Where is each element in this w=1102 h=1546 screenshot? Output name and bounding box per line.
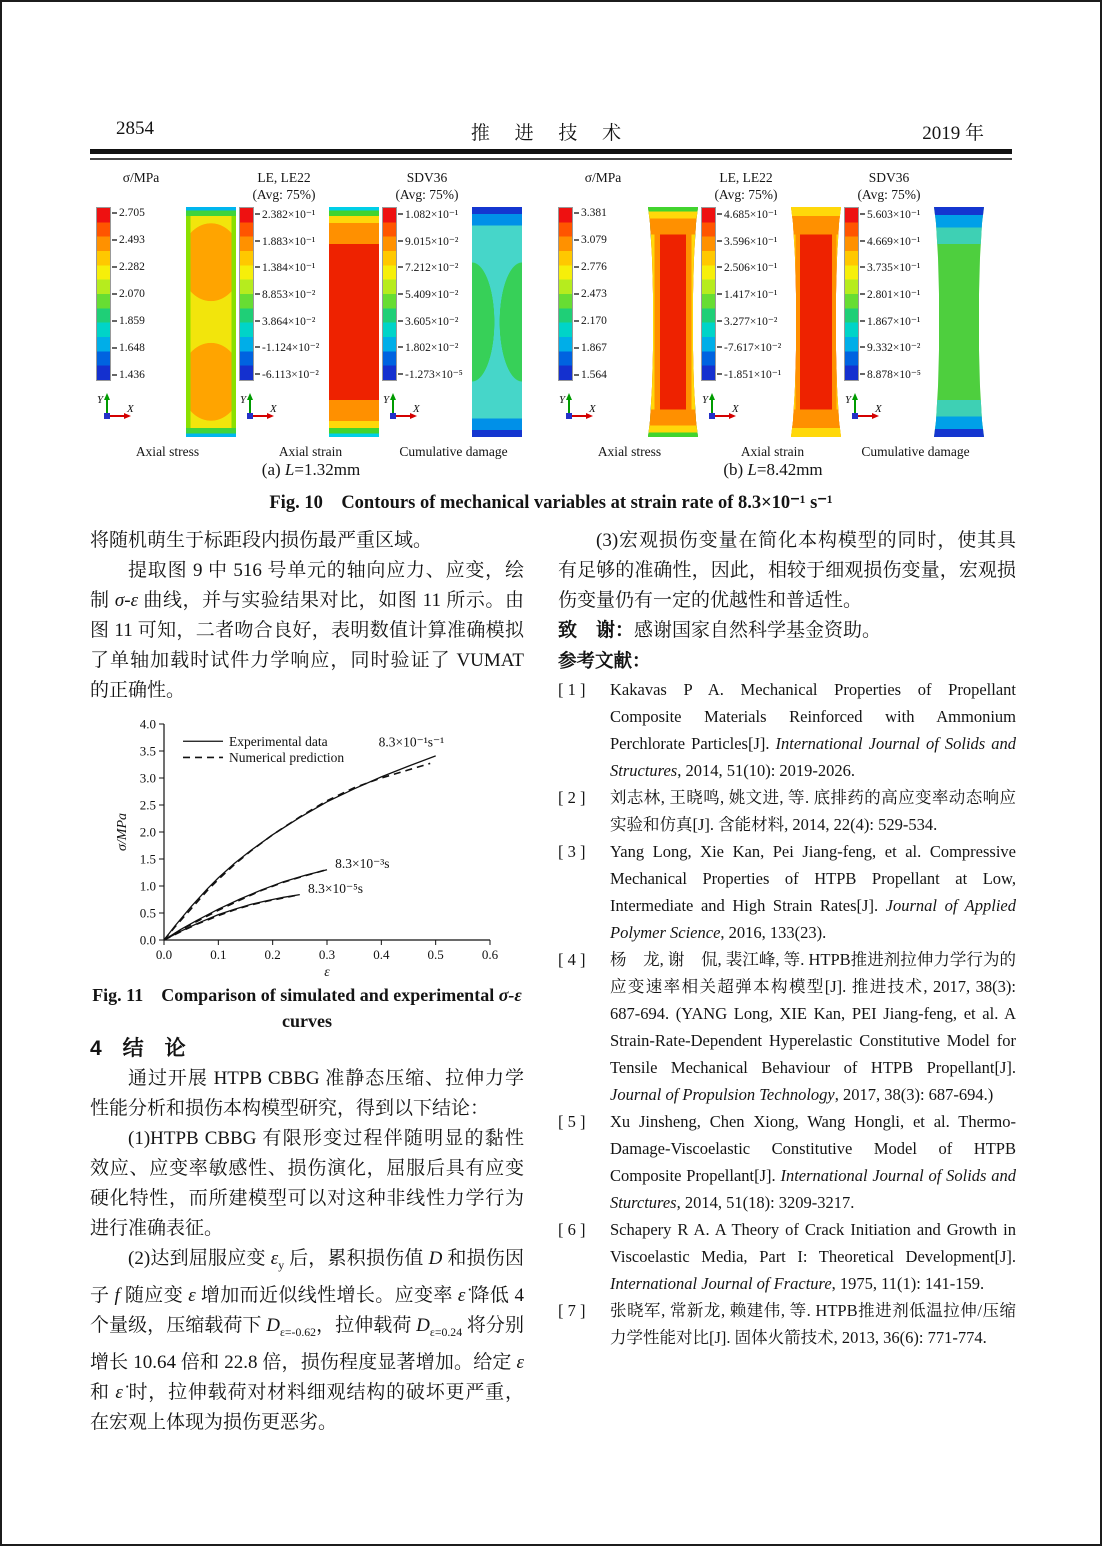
legend-tick — [112, 212, 117, 214]
contour-specimen — [329, 207, 379, 437]
axis-x-label: X — [270, 403, 277, 415]
axis-x-label: X — [127, 403, 134, 415]
legend-value-label: 1.384×10⁻¹ — [262, 262, 316, 275]
fig10-subcaption-b: (b) L=8.42mm — [723, 460, 823, 479]
reference-item — [558, 946, 1016, 1108]
header-year: 2019 年 — [922, 123, 984, 144]
legend-tick — [574, 347, 579, 349]
reference-item — [558, 1297, 1016, 1351]
legend-tick — [398, 373, 403, 375]
y-tick-label: 2.0 — [139, 824, 156, 840]
legend-tick — [717, 293, 722, 295]
reference-text: Schapery R A. A Theory of Crack Initiation and Growth in Viscoelastic Media, Part I: Theoretical Development[J]. International Journal of Fracture, 1975, 11(1): 141-159. — [610, 1220, 1016, 1293]
legend-tick — [112, 374, 117, 376]
legend-tick — [398, 213, 403, 215]
fig11-stress-strain-chart — [112, 712, 512, 980]
legend-value-row — [574, 261, 607, 273]
legend-tick — [398, 240, 403, 242]
conclusion-3: (3)宏观损伤变量在简化本构模型的同时，使其具有足够的准确性，因此，相较于细观损伤变量，宏观损伤变量仍有一定的优越性和普适性。 — [558, 530, 1016, 611]
contour-specimen — [648, 207, 698, 437]
legend-value-label: -7.617×10⁻² — [724, 342, 782, 355]
legend-value-row — [860, 340, 921, 354]
legend-values — [860, 207, 921, 381]
reference-item — [558, 838, 1016, 946]
legend-value-label: -1.851×10⁻¹ — [724, 368, 782, 381]
legend-tick — [574, 212, 579, 214]
contour-panel-row — [558, 170, 701, 437]
legend-values — [398, 207, 463, 381]
legend-value-label: 1.883×10⁻¹ — [262, 235, 316, 248]
legend-value-row — [860, 234, 921, 248]
experimental-curve — [164, 756, 436, 940]
axis-y-label: Y — [97, 394, 104, 406]
header-rule-thick — [90, 149, 1012, 154]
legend-tick — [717, 373, 722, 375]
coordinate-axes-icon — [701, 390, 743, 424]
reference-number: [ 6 ] — [558, 1220, 586, 1239]
legend-value-row — [574, 315, 607, 327]
contour-specimen — [472, 207, 522, 437]
legend-label: Experimental data — [229, 733, 328, 749]
legend-tick — [255, 266, 260, 268]
contour-panel-row — [96, 170, 239, 437]
contour-panel-row — [844, 170, 987, 437]
panel-label: Axial strain — [740, 444, 805, 459]
legend-value-row — [112, 234, 145, 246]
legend-tick — [255, 346, 260, 348]
reference-list — [558, 676, 1016, 1351]
contour-panel — [844, 170, 987, 460]
legend-value-label: 1.648 — [119, 342, 145, 354]
legend-value-row — [717, 207, 781, 221]
y-tick-label: 3.0 — [139, 770, 156, 786]
legend-value-row — [398, 287, 463, 301]
legend-tick — [717, 213, 722, 215]
coordinate-axes-icon — [96, 390, 138, 424]
x-tick-label: 0.3 — [318, 947, 336, 962]
fig11-caption-line2: curves — [282, 1011, 332, 1031]
legend-value-label: 9.015×10⁻² — [405, 235, 459, 248]
legend-value-label: 9.332×10⁻² — [867, 342, 921, 355]
legend-value-row — [112, 342, 145, 354]
legend-value-row — [398, 207, 463, 221]
legend-tick — [574, 374, 579, 376]
contour-panel — [96, 170, 239, 460]
legend-tick — [112, 239, 117, 241]
legend-tick — [398, 293, 403, 295]
y-tick-label: 0.5 — [139, 905, 156, 921]
legend-subtitle: (Avg: 75%) — [714, 187, 778, 202]
contour-specimen — [791, 207, 841, 437]
reference-item — [558, 1216, 1016, 1297]
reference-text: Yang Long, Xie Kan, Pei Jiang-feng, et al. Compressive Mechanical Properties of HTPB Propellant at Low, Intermediate and High Strain Rates[J]. Journal of Applied Polymer Science, 2016, 133(23). — [610, 842, 1017, 942]
y-tick-label: 2.5 — [139, 797, 156, 813]
legend-value-label: 2.506×10⁻¹ — [724, 262, 778, 275]
legend-value-row — [398, 367, 463, 381]
legend-value-row — [255, 260, 319, 274]
legend-tick — [255, 320, 260, 322]
legend-value-label: 2.170 — [581, 315, 607, 327]
contour-panel-row — [701, 170, 844, 437]
legend-tick — [112, 347, 117, 349]
coordinate-axes-icon — [558, 390, 600, 424]
conclusion-2: (2)达到屈服应变 $\varepsilon_y$ 后，累积损伤值 D 和损伤因子 f 随应变 ε 增加而近似线性增长。应变率 ε̇ 降低 4 个量级，压缩载荷下 $D_{\varepsilon=-0.62}$，拉伸载荷 $D_{\varepsilon=0.24}$ 将分别增长 10.64 倍和 22.8 倍，损伤程度显著增加。给定 ε 和 ε̇ 时，拉伸载荷对材料细观结构的破坏更严重，在宏观上体现为损伤更恶劣。 — [90, 1248, 524, 1433]
fig11-caption — [90, 982, 524, 1034]
legend-value-row — [717, 340, 781, 354]
reference-number: [ 2 ] — [558, 788, 586, 807]
legend-value-row — [112, 369, 145, 381]
legend-value-label: 4.685×10⁻¹ — [724, 209, 778, 221]
legend-value-label: 2.473 — [581, 288, 607, 300]
x-tick-label: 0.1 — [210, 947, 227, 962]
legend-value-label: 3.381 — [581, 207, 607, 219]
legend-value-label: -1.124×10⁻² — [262, 342, 320, 355]
legend-colorbar — [701, 207, 716, 381]
panel-label: Cumulative damage — [861, 444, 970, 459]
legend-value-label: 2.493 — [119, 234, 145, 246]
legend-body — [558, 207, 648, 381]
legend-value-label: 4.669×10⁻¹ — [867, 235, 921, 248]
fig10-caption: Fig. 10 Contours of mechanical variables at strain rate of 8.3×10⁻¹ s⁻¹ — [269, 493, 833, 513]
legend-title: σ/MPa — [122, 170, 160, 185]
legend-value-row — [574, 342, 607, 354]
reference-text: 刘志林, 王晓鸣, 姚文进, 等. 底排药的高应变率动态响应实验和仿真[J]. 含能材料, 2014, 22(4): 529-534. — [610, 788, 1016, 834]
contour-panel-row — [382, 170, 525, 437]
fig10-group-b — [558, 170, 988, 460]
axis-y-label: Y — [383, 394, 390, 406]
page-number: 2854 — [116, 118, 154, 139]
contour-legend — [558, 170, 648, 437]
legend-tick — [717, 320, 722, 322]
legend-title: σ/MPa — [584, 170, 622, 185]
legend-value-row — [255, 314, 319, 328]
legend-value-row — [255, 287, 319, 301]
reference-number: [ 1 ] — [558, 680, 586, 699]
legend-value-row — [860, 314, 921, 328]
reference-text: Xu Jinsheng, Chen Xiong, Wang Hongli, et al. Thermo-Damage-Viscoelastic Constitutive Model of HTPB Composite Propellant[J]. International Journal of Solids and Sturctures, 2014, 51(18): 3209-3217. — [610, 1112, 1016, 1212]
curve-label: 8.3×10⁻¹s⁻¹ — [378, 734, 445, 750]
axis-x-label: X — [589, 403, 596, 415]
reference-number: [ 3 ] — [558, 842, 586, 861]
legend-value-row — [860, 260, 921, 274]
legend-value-row — [717, 234, 781, 248]
y-tick-label: 1.5 — [139, 851, 156, 867]
legend-value-label: 2.801×10⁻¹ — [867, 288, 921, 301]
legend-value-label: 2.282 — [119, 261, 145, 273]
legend-value-label: 2.705 — [119, 207, 145, 219]
legend-value-label: 2.776 — [581, 261, 607, 273]
reference-number: [ 7 ] — [558, 1301, 586, 1320]
references-heading: 参考文献： — [558, 650, 651, 671]
legend-value-row — [255, 340, 319, 354]
reference-number: [ 4 ] — [558, 950, 586, 969]
legend-value-row — [255, 367, 319, 381]
legend-value-label: 1.417×10⁻¹ — [724, 288, 778, 301]
reference-item — [558, 676, 1016, 784]
right-column — [558, 526, 1016, 1351]
contour-legend — [701, 170, 791, 437]
legend-values — [112, 207, 145, 381]
legend-tick — [860, 373, 865, 375]
legend-tick — [860, 240, 865, 242]
x-tick-label: 0.2 — [264, 947, 281, 962]
axis-x-label: X — [875, 403, 882, 415]
legend-value-row — [112, 207, 145, 219]
reference-number: [ 5 ] — [558, 1112, 586, 1131]
legend-tick — [860, 346, 865, 348]
legend-value-row — [255, 234, 319, 248]
legend-value-row — [717, 260, 781, 274]
legend-body — [701, 207, 791, 381]
legend-value-row — [398, 260, 463, 274]
legend-value-row — [717, 314, 781, 328]
legend-value-label: 1.867 — [581, 342, 607, 354]
x-tick-label: 0.5 — [427, 947, 444, 962]
legend-tick — [574, 293, 579, 295]
legend-tick — [574, 239, 579, 241]
legend-tick — [574, 320, 579, 322]
body-paragraph: 提取图 9 中 516 号单元的轴向应力、应变，绘制 σ-ε 曲线，并与实验结果对比，如图 11 所示。由图 11 可知，二者吻合良好，表明数值计算准确模拟了单轴加载时试件力学响应，同时验证了 VUMAT 的正确性。 — [90, 560, 524, 701]
legend-tick — [398, 320, 403, 322]
legend-value-label: 3.735×10⁻¹ — [867, 262, 921, 275]
conclusion-1: (1)HTPB CBBG 有限形变过程伴随明显的黏性效应、应变率敏感性、损伤演化，屈服后具有应变硬化特性，而所建模型可以对这种非线性力学行为进行准确表征。 — [90, 1128, 524, 1239]
conclusion-intro: 通过开展 HTPB CBBG 准静态压缩、拉伸力学性能分析和损伤本构模型研究，得到以下结论： — [90, 1068, 524, 1119]
reference-item — [558, 784, 1016, 838]
legend-colorbar — [239, 207, 254, 381]
legend-title: LE, LE22 — [719, 170, 773, 185]
legend-tick — [255, 240, 260, 242]
section-heading: 4 结 论 — [90, 1037, 186, 1060]
legend-colorbar — [844, 207, 859, 381]
legend-value-label: 1.564 — [581, 369, 607, 381]
legend-value-label: 1.867×10⁻¹ — [867, 315, 921, 328]
contour-legend — [239, 170, 329, 437]
legend-tick — [255, 373, 260, 375]
contour-panel — [382, 170, 525, 460]
contour-panel — [701, 170, 844, 460]
x-tick-label: 0.4 — [373, 947, 390, 962]
legend-tick — [255, 213, 260, 215]
left-column — [90, 526, 524, 1438]
legend-value-row — [398, 314, 463, 328]
fig10-group-a — [96, 170, 526, 460]
y-tick-label: 0.0 — [139, 932, 156, 948]
legend-tick — [398, 346, 403, 348]
panel-label: Axial stress — [135, 444, 200, 459]
legend-value-label: 1.436 — [119, 369, 145, 381]
curve-label: 8.3×10⁻³s — [335, 856, 390, 872]
legend-subtitle — [96, 187, 186, 204]
fig10-subcaption-a: (a) L=1.32mm — [261, 460, 361, 479]
legend-tick — [255, 293, 260, 295]
legend-value-label: 3.864×10⁻² — [262, 315, 316, 328]
contour-legend — [96, 170, 186, 437]
y-tick-label: 3.5 — [139, 743, 156, 759]
legend-values — [574, 207, 607, 381]
legend-values — [255, 207, 319, 381]
legend-value-label: 8.878×10⁻⁵ — [867, 368, 921, 381]
legend-value-row — [574, 369, 607, 381]
legend-value-label: 2.382×10⁻¹ — [262, 209, 316, 221]
contour-legend — [844, 170, 934, 437]
legend-tick — [860, 266, 865, 268]
y-axis-title: σ/MPa — [115, 812, 130, 852]
body-paragraph: 将随机萌生于标距段内损伤最严重区域。 — [90, 530, 433, 551]
y-tick-label: 1.0 — [139, 878, 156, 894]
x-tick-label: 0.6 — [481, 947, 499, 962]
journal-title: 推 进 技 术 — [470, 123, 632, 144]
contour-panel-row — [239, 170, 382, 437]
legend-value-row — [717, 287, 781, 301]
legend-value-row — [112, 261, 145, 273]
x-axis-title: ε — [324, 965, 330, 980]
legend-colorbar — [382, 207, 397, 381]
legend-value-row — [112, 288, 145, 300]
legend-value-row — [574, 234, 607, 246]
legend-subtitle — [558, 187, 648, 204]
legend-values — [717, 207, 781, 381]
legend-title: LE, LE22 — [257, 170, 311, 185]
contour-specimen — [934, 207, 984, 437]
panel-label: Cumulative damage — [399, 444, 508, 459]
legend-value-label: 8.853×10⁻² — [262, 288, 316, 301]
legend-subtitle: (Avg: 75%) — [395, 187, 459, 202]
reference-item — [558, 1108, 1016, 1216]
legend-tick — [860, 293, 865, 295]
acknowledgement: 致 谢：感谢国家自然科学基金资助。 — [558, 620, 882, 641]
coordinate-axes-icon — [239, 390, 281, 424]
numerical-curve — [164, 763, 430, 940]
legend-value-label: 5.603×10⁻¹ — [867, 209, 921, 221]
experimental-curve — [164, 870, 327, 940]
contour-legend — [382, 170, 472, 437]
legend-value-row — [112, 315, 145, 327]
legend-title: SDV36 — [868, 170, 910, 185]
legend-value-row — [860, 207, 921, 221]
legend-tick — [717, 240, 722, 242]
coordinate-axes-icon — [382, 390, 424, 424]
legend-tick — [860, 320, 865, 322]
legend-tick — [112, 266, 117, 268]
axis-x-label: X — [732, 403, 739, 415]
legend-label: Numerical prediction — [229, 749, 345, 765]
legend-value-row — [717, 367, 781, 381]
legend-tick — [717, 266, 722, 268]
legend-title: SDV36 — [406, 170, 448, 185]
contour-panel — [239, 170, 382, 460]
coordinate-axes-icon — [844, 390, 886, 424]
legend-subtitle: (Avg: 75%) — [857, 187, 921, 202]
legend-colorbar — [96, 207, 111, 381]
legend-tick — [398, 266, 403, 268]
legend-tick — [112, 293, 117, 295]
curve-label: 8.3×10⁻⁵s — [307, 881, 364, 897]
panel-label: Axial strain — [278, 444, 343, 459]
axis-y-label: Y — [702, 394, 709, 406]
legend-value-row — [398, 340, 463, 354]
legend-tick — [112, 320, 117, 322]
axis-y-label: Y — [845, 394, 852, 406]
legend-value-label: 1.082×10⁻¹ — [405, 209, 459, 221]
legend-value-label: 5.409×10⁻² — [405, 288, 459, 301]
legend-value-label: 3.277×10⁻² — [724, 315, 778, 328]
legend-body — [96, 207, 186, 381]
legend-value-label: 1.802×10⁻² — [405, 342, 459, 355]
contour-panel — [558, 170, 701, 460]
legend-body — [239, 207, 329, 381]
legend-value-label: 1.859 — [119, 315, 145, 327]
legend-value-row — [574, 207, 607, 219]
legend-value-label: -6.113×10⁻² — [262, 368, 319, 381]
axis-x-label: X — [413, 403, 420, 415]
legend-colorbar — [558, 207, 573, 381]
legend-value-label: 3.605×10⁻² — [405, 315, 459, 328]
numerical-curve — [164, 870, 324, 940]
legend-value-label: 7.212×10⁻² — [405, 262, 459, 275]
legend-tick — [860, 213, 865, 215]
legend-value-row — [574, 288, 607, 300]
legend-body — [382, 207, 472, 381]
legend-tick — [574, 266, 579, 268]
y-tick-label: 4.0 — [139, 716, 156, 732]
header-rule-thin — [90, 158, 1012, 160]
legend-value-label: -1.273×10⁻⁵ — [405, 368, 463, 381]
legend-value-row — [255, 207, 319, 221]
reference-text: 张晓军, 常新龙, 赖建伟, 等. HTPB推进剂低温拉伸/压缩力学性能对比[J]. 固体火箭技术, 2013, 36(6): 771-774. — [610, 1301, 1016, 1347]
legend-value-row — [398, 234, 463, 248]
legend-value-row — [860, 287, 921, 301]
legend-value-label: 3.079 — [581, 234, 607, 246]
legend-value-row — [860, 367, 921, 381]
reference-text: Kakavas P A. Mechanical Properties of Propellant Composite Materials Reinforced with Ammonium Perchlorate Particles[J]. International Journal of Solids and Structures, 2014, 51(10): 2019-2026. — [610, 680, 1016, 780]
legend-body — [844, 207, 934, 381]
fig11-caption-line1: Fig. 11 Comparison of simulated and experimental σ-ε — [92, 985, 522, 1005]
panel-label: Axial stress — [597, 444, 662, 459]
legend-value-label: 2.070 — [119, 288, 145, 300]
reference-text: 杨 龙, 谢 侃, 裴江峰, 等. HTPB推进剂拉伸力学行为的应变速率相关超弹本构模型[J]. 推进技术, 2017, 38(3): 687-694. (YANG Long, XIE Kan, PEI Jiang-feng, et al. A Strain-Rate-Dependent Hyperelastic Constitutive Model for Tensile Mechanical Behaviour of HTPB Propellant[J]. Journal of Propulsion Technology, 2017, 38(3): 687-694.) — [610, 950, 1016, 1104]
contour-specimen — [186, 207, 236, 437]
axis-y-label: Y — [559, 394, 566, 406]
legend-value-label: 3.596×10⁻¹ — [724, 235, 778, 248]
legend-subtitle: (Avg: 75%) — [252, 187, 316, 202]
x-tick-label: 0.0 — [155, 947, 173, 962]
legend-tick — [717, 346, 722, 348]
axis-y-label: Y — [240, 394, 247, 406]
